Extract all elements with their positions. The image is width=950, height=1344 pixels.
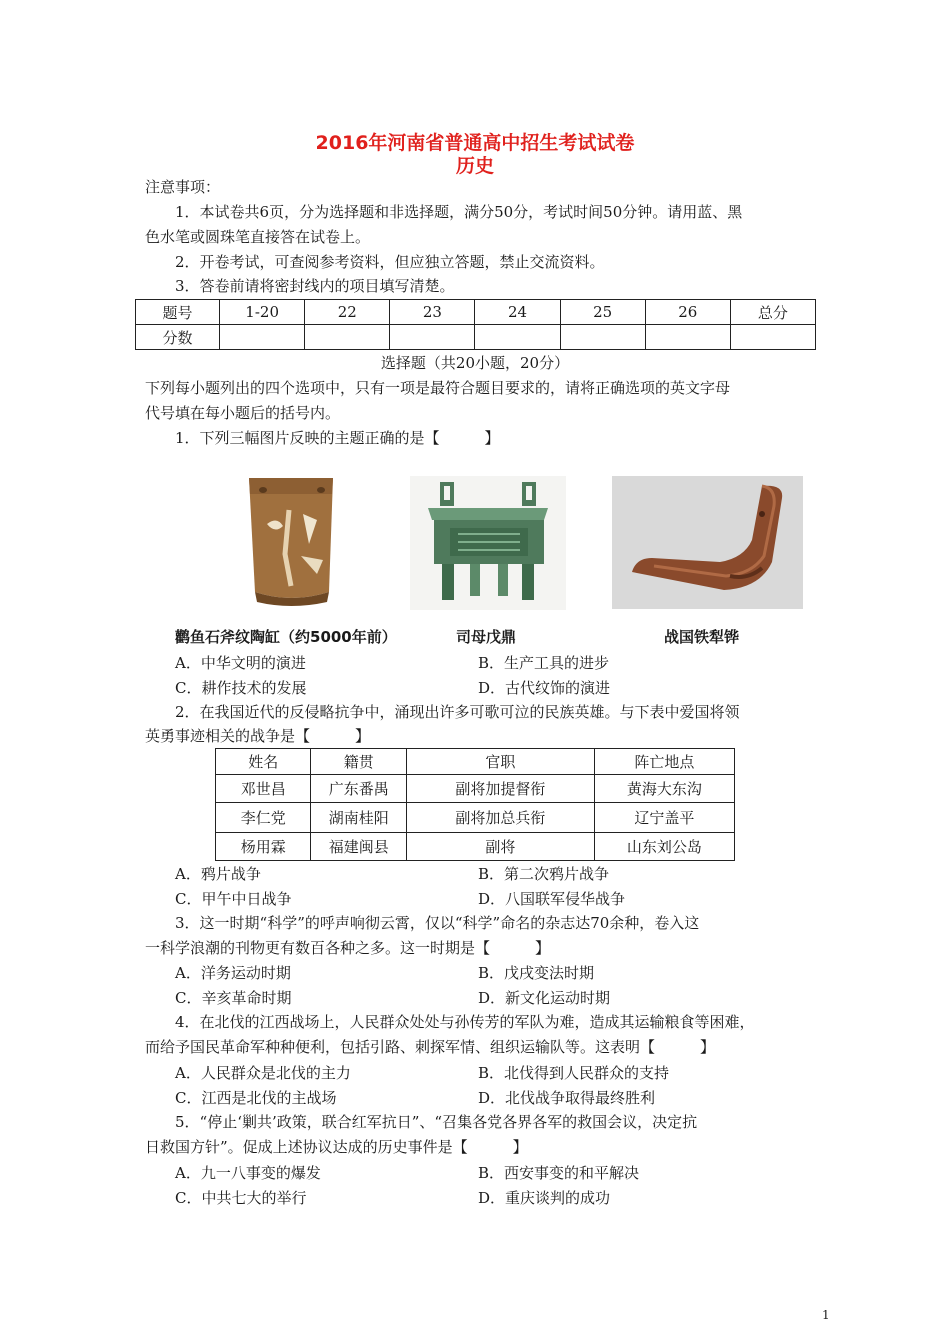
score-cell[interactable] [645,325,730,350]
score-cell[interactable] [305,325,390,350]
score-cell[interactable] [220,325,305,350]
score-row-label: 分数 [136,325,220,350]
q5-option-d[interactable]: D．重庆谈判的成功 [478,1189,611,1207]
section-intro-cont: 代号填在每小题后的括号内。 [145,404,341,422]
table-cell: 杨用霖 [216,833,311,861]
score-header-cell: 题号 [136,300,220,325]
score-cell[interactable] [390,325,475,350]
image-caption-pottery: 鹳鱼石斧纹陶缸（约5000年前） [175,628,397,646]
q3-option-c[interactable]: C．辛亥革命时期 [175,989,292,1007]
table-cell: 李仁党 [216,803,311,833]
generals-table [215,748,735,861]
q4-option-b[interactable]: B．北伐得到人民群众的支持 [478,1064,670,1082]
image-caption-ding: 司母戊鼎 [456,628,517,646]
score-header-cell: 26 [645,300,730,325]
question-3-stem: 3．这一时期“科学”的呼声响彻云霄，仅以“科学”命名的杂志达70余种，卷入这 [175,914,700,932]
table-cell: 广东番禺 [311,775,406,803]
score-cell[interactable] [560,325,645,350]
question-4-stem-cont: 而给予国民革命军种种便利，包括引路、刺探军情、组织运输队等。这表明【 】 [145,1038,716,1056]
notice-heading: 注意事项： [145,178,221,196]
iron-plough-graphic [612,476,803,609]
question-3-stem-cont: 一科学浪潮的刊物更有数百各种之多。这一时期是【 】 [145,939,551,957]
score-header-cell: 25 [560,300,645,325]
table-cell: 黄海大东沟 [594,775,734,803]
table-cell: 辽宁盖平 [594,803,734,833]
q4-option-a[interactable]: A．人民群众是北伐的主力 [175,1064,351,1082]
table-cell: 副将加总兵衔 [406,803,594,833]
section-intro: 下列每小题列出的四个选项中，只有一项是最符合题目要求的，请将正确选项的英文字母 [145,379,731,397]
score-header-cell: 总分 [730,300,815,325]
exam-title: 2016年河南省普通高中招生考试试卷 [315,132,635,154]
question-2-stem: 2．在我国近代的反侵略抗争中，涌现出许多可歌可泣的民族英雄。与下表中爱国将领 [175,703,740,721]
score-header-cell: 1-20 [220,300,305,325]
q1-option-a[interactable]: A．中华文明的演进 [175,654,306,672]
q2-option-a[interactable]: A．鸦片战争 [175,865,261,883]
question-2-stem-cont: 英勇事迹相关的战争是【 】 [145,727,371,745]
bronze-ding-graphic [410,476,566,610]
q4-option-d[interactable]: D．北伐战争取得最终胜利 [478,1089,656,1107]
table-cell: 邓世昌 [216,775,311,803]
q5-option-b[interactable]: B．西安事变的和平解决 [478,1164,640,1182]
q2-option-c[interactable]: C．甲午中日战争 [175,890,292,908]
generals-header-cell: 阵亡地点 [594,749,734,775]
score-cell[interactable] [730,325,815,350]
question-1-stem: 1．下列三幅图片反映的主题正确的是【 】 [175,429,500,447]
section-title: 选择题（共20小题，20分） [380,354,570,372]
notice-item-3: 3．答卷前请将密封线内的项目填写清楚。 [175,277,455,295]
q1-option-d[interactable]: D．古代纹饰的演进 [478,679,611,697]
q3-option-d[interactable]: D．新文化运动时期 [478,989,611,1007]
score-header-cell: 22 [305,300,390,325]
table-cell: 湖南桂阳 [311,803,406,833]
notice-item-1-cont: 色水笔或圆珠笔直接答在试卷上。 [145,228,371,246]
generals-header-cell: 姓名 [216,749,311,775]
score-header-cell: 23 [390,300,475,325]
table-cell: 副将 [406,833,594,861]
question-5-stem-cont: 日救国方针”。促成上述协议达成的历史事件是【 】 [145,1138,528,1156]
q3-option-a[interactable]: A．洋务运动时期 [175,964,291,982]
notice-item-2: 2．开卷考试，可查阅参考资料，但应独立答题，禁止交流资料。 [175,253,605,271]
question-4-stem: 4．在北伐的江西战场上，人民群众处处与孙传芳的军队为难，造成其运输粮食等困难， [175,1013,755,1031]
score-header-cell: 24 [475,300,560,325]
q5-option-a[interactable]: A．九一八事变的爆发 [175,1164,321,1182]
q2-option-b[interactable]: B．第二次鸦片战争 [478,865,610,883]
table-cell: 副将加提督衔 [406,775,594,803]
q1-option-c[interactable]: C．耕作技术的发展 [175,679,307,697]
q4-option-c[interactable]: C．江西是北伐的主战场 [175,1089,337,1107]
table-cell: 山东刘公岛 [594,833,734,861]
image-caption-plough: 战国铁犁铧 [664,628,740,646]
table-row [216,833,735,861]
iron-plough-image [612,476,803,609]
table-row [216,775,735,803]
table-cell: 福建闽县 [311,833,406,861]
q2-option-d[interactable]: D．八国联军侵华战争 [478,890,626,908]
q1-option-b[interactable]: B．生产工具的进步 [478,654,610,672]
generals-header-cell: 籍贯 [311,749,406,775]
page-number: 1 [822,1308,830,1322]
score-cell[interactable] [475,325,560,350]
generals-header-cell: 官职 [406,749,594,775]
pottery-jar-graphic [243,474,339,609]
q5-option-c[interactable]: C．中共七大的举行 [175,1189,307,1207]
question-5-stem: 5．“停止‘剿共’政策，联合红军抗日”、“召集各党各界各军的救国会议，决定抗 [175,1113,698,1131]
bronze-ding-image [410,476,566,610]
table-row [216,803,735,833]
painted-pottery-jar-image [243,474,339,609]
score-table [135,299,816,350]
q3-option-b[interactable]: B．戊戌变法时期 [478,964,595,982]
notice-item-1: 1．本试卷共6页，分为选择题和非选择题，满分50分，考试时间50分钟。请用蓝、黑 [175,203,743,221]
subject-title: 历史 [455,155,494,177]
